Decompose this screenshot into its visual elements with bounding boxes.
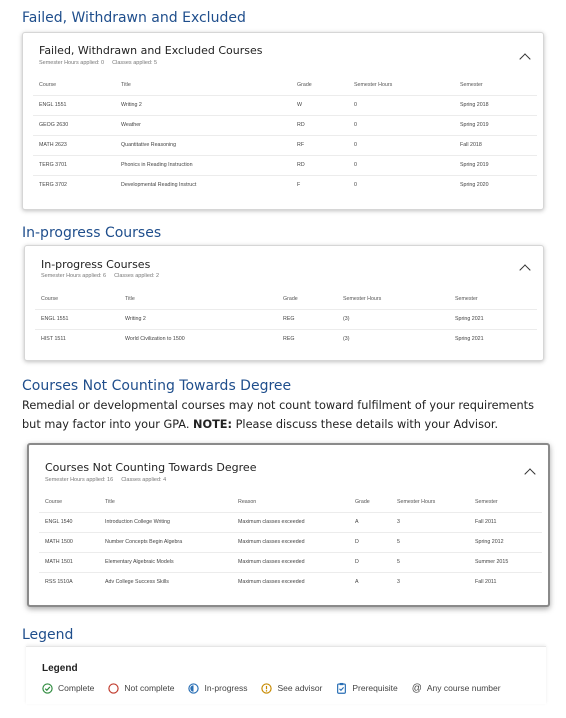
inprogress-courses-table <box>35 289 537 349</box>
table-row <box>33 155 537 175</box>
hours-cell: 0 <box>348 95 454 115</box>
grade-cell: F <box>291 175 348 195</box>
table-row <box>33 95 537 115</box>
title-cell: Weather <box>115 115 291 135</box>
notcounting-courses-table <box>39 492 542 592</box>
grade-cell: RD <box>291 115 348 135</box>
hours-cell: 3 <box>391 572 469 592</box>
table-row <box>33 175 537 195</box>
column-header: Grade <box>355 498 370 505</box>
column-header: Semester <box>460 81 483 88</box>
course-cell: MATH 1501 <box>39 552 99 572</box>
title-cell: Number Concepts Begin Algebra <box>99 532 232 552</box>
grade-cell: A <box>349 572 391 592</box>
course-cell: MATH 1500 <box>39 532 99 552</box>
column-header: Semester Hours <box>354 81 393 88</box>
failed-courses-card <box>22 32 544 210</box>
reason-cell: Maximum classes exceeded <box>232 532 349 552</box>
half-circle-icon <box>188 683 199 694</box>
classes-applied: Classes applied: 2 <box>114 273 160 279</box>
collapse-chevron-icon[interactable] <box>519 264 530 275</box>
collapse-chevron-icon[interactable] <box>519 53 530 64</box>
course-cell: ENGL 1540 <box>39 512 99 532</box>
title-cell: Quantitative Reasoning <box>115 135 291 155</box>
semester-cell: Spring 2019 <box>454 115 537 135</box>
description-note-label: NOTE: <box>193 418 233 431</box>
grade-cell: REG <box>277 309 337 329</box>
notcounting-courses-card <box>27 443 550 607</box>
legend-item-complete <box>42 683 94 694</box>
semester-cell: Fall 2011 <box>469 512 542 532</box>
column-header: Semester <box>475 498 498 505</box>
classes-applied: Classes applied: 4 <box>121 477 167 483</box>
column-header: Title <box>105 498 115 505</box>
title-cell: Writing 2 <box>119 309 277 329</box>
table-header-row <box>39 492 542 512</box>
course-cell: ENGL 1551 <box>33 95 115 115</box>
grade-cell: RD <box>291 155 348 175</box>
grade-cell: W <box>291 95 348 115</box>
failed-courses-table <box>33 75 537 195</box>
section-heading-legend: Legend <box>22 627 74 643</box>
check-circle-icon <box>42 683 53 694</box>
card-title: Failed, Withdrawn and Excluded Courses <box>39 44 263 57</box>
course-cell: HIST 1511 <box>35 329 119 349</box>
table-header-row <box>35 289 537 309</box>
section-heading-notcounting: Courses Not Counting Towards Degree <box>22 378 292 394</box>
table-header-row <box>33 75 537 95</box>
hours-cell: 0 <box>348 115 454 135</box>
legend-panel <box>26 646 546 704</box>
semester-cell: Spring 2018 <box>454 95 537 115</box>
semester-hours-applied: Semester Hours applied: 0 <box>39 60 105 66</box>
legend-item-see-advisor <box>261 683 322 694</box>
semester-cell: Spring 2021 <box>449 309 537 329</box>
legend-label: Prerequisite <box>352 683 398 693</box>
inprogress-courses-card <box>24 245 544 361</box>
card-meta <box>41 273 159 279</box>
at-sign-icon: @ <box>411 682 422 694</box>
exclamation-circle-icon <box>261 683 272 694</box>
grade-cell: REG <box>277 329 337 349</box>
legend-item-prerequisite <box>336 682 397 694</box>
title-cell: Phonics in Reading Instruction <box>115 155 291 175</box>
semester-hours-applied: Semester Hours applied: 16 <box>45 477 114 483</box>
grade-cell: A <box>349 512 391 532</box>
table-row <box>39 552 542 572</box>
card-title: Courses Not Counting Towards Degree <box>45 461 257 474</box>
reason-cell: Maximum classes exceeded <box>232 552 349 572</box>
table-row <box>33 115 537 135</box>
table-row <box>39 532 542 552</box>
description-note-text: Please discuss these details with your Advisor. <box>235 418 499 431</box>
legend-label: See advisor <box>277 683 323 693</box>
title-cell: Adv College Success Skills <box>99 572 232 592</box>
column-header: Semester Hours <box>343 295 382 302</box>
column-header: Semester <box>455 295 478 302</box>
column-header: Semester Hours <box>397 498 436 505</box>
hours-cell: 3 <box>391 512 469 532</box>
semester-cell: Spring 2020 <box>454 175 537 195</box>
table-row <box>35 309 537 329</box>
course-cell: MATH 2623 <box>33 135 115 155</box>
hours-cell: 0 <box>348 135 454 155</box>
table-row <box>35 329 537 349</box>
table-row <box>39 512 542 532</box>
card-meta <box>39 60 157 66</box>
grade-cell: D <box>349 532 391 552</box>
column-header: Reason <box>238 498 257 505</box>
semester-cell: Spring 2019 <box>454 155 537 175</box>
legend-label: Any course number <box>426 683 501 693</box>
course-cell: ENGL 1551 <box>35 309 119 329</box>
legend-item-any-course <box>412 683 501 694</box>
semester-cell: Fall 2018 <box>454 135 537 155</box>
section-heading-inprogress: In-progress Courses <box>22 225 162 241</box>
semester-cell: Fall 2011 <box>469 572 542 592</box>
clipboard-check-icon <box>336 682 347 694</box>
grade-cell: D <box>349 552 391 572</box>
course-cell: GEOG 2630 <box>33 115 115 135</box>
title-cell: Writing 2 <box>115 95 291 115</box>
column-header: Title <box>121 81 131 88</box>
reason-cell: Maximum classes exceeded <box>232 512 349 532</box>
table-row <box>39 572 542 592</box>
column-header: Course <box>45 498 63 505</box>
hours-cell: 5 <box>391 532 469 552</box>
card-meta <box>45 477 166 483</box>
hours-cell: 0 <box>348 175 454 195</box>
hours-cell: (3) <box>337 309 449 329</box>
column-header: Course <box>39 81 57 88</box>
semester-hours-applied: Semester Hours applied: 6 <box>41 273 107 279</box>
grade-cell: RF <box>291 135 348 155</box>
course-cell: TERG 3702 <box>33 175 115 195</box>
notcounting-description <box>22 396 552 434</box>
column-header: Title <box>125 295 135 302</box>
legend-item-in-progress <box>188 683 247 694</box>
semester-cell: Spring 2021 <box>449 329 537 349</box>
classes-applied: Classes applied: 5 <box>112 60 158 66</box>
legend-items <box>42 682 501 694</box>
title-cell: Elementary Algebraic Models <box>99 552 232 572</box>
course-cell: TERG 3701 <box>33 155 115 175</box>
legend-label: Not complete <box>124 683 175 693</box>
semester-cell: Spring 2012 <box>469 532 542 552</box>
column-header: Grade <box>297 81 312 88</box>
title-cell: World Civilization to 1500 <box>119 329 277 349</box>
column-header: Course <box>41 295 59 302</box>
description-text: Remedial or developmental courses may not count toward fulfilment of your requirements but may factor into your GPA. <box>22 399 534 431</box>
title-cell: Introduction College Writing <box>99 512 232 532</box>
collapse-chevron-icon[interactable] <box>524 468 535 479</box>
hours-cell: 0 <box>348 155 454 175</box>
column-header: Grade <box>283 295 298 302</box>
semester-cell: Summer 2015 <box>469 552 542 572</box>
card-title: In-progress Courses <box>41 258 151 271</box>
legend-title: Legend <box>42 663 78 674</box>
legend-label: Complete <box>58 683 95 693</box>
empty-circle-icon <box>108 683 119 694</box>
course-cell: RSS 1510A <box>39 572 99 592</box>
reason-cell: Maximum classes exceeded <box>232 572 349 592</box>
table-row <box>33 135 537 155</box>
hours-cell: 5 <box>391 552 469 572</box>
hours-cell: (3) <box>337 329 449 349</box>
legend-label: In-progress <box>204 683 248 693</box>
title-cell: Developmental Reading Instruct <box>115 175 291 195</box>
legend-item-not-complete <box>108 683 174 694</box>
section-heading-failed: Failed, Withdrawn and Excluded <box>22 10 246 26</box>
